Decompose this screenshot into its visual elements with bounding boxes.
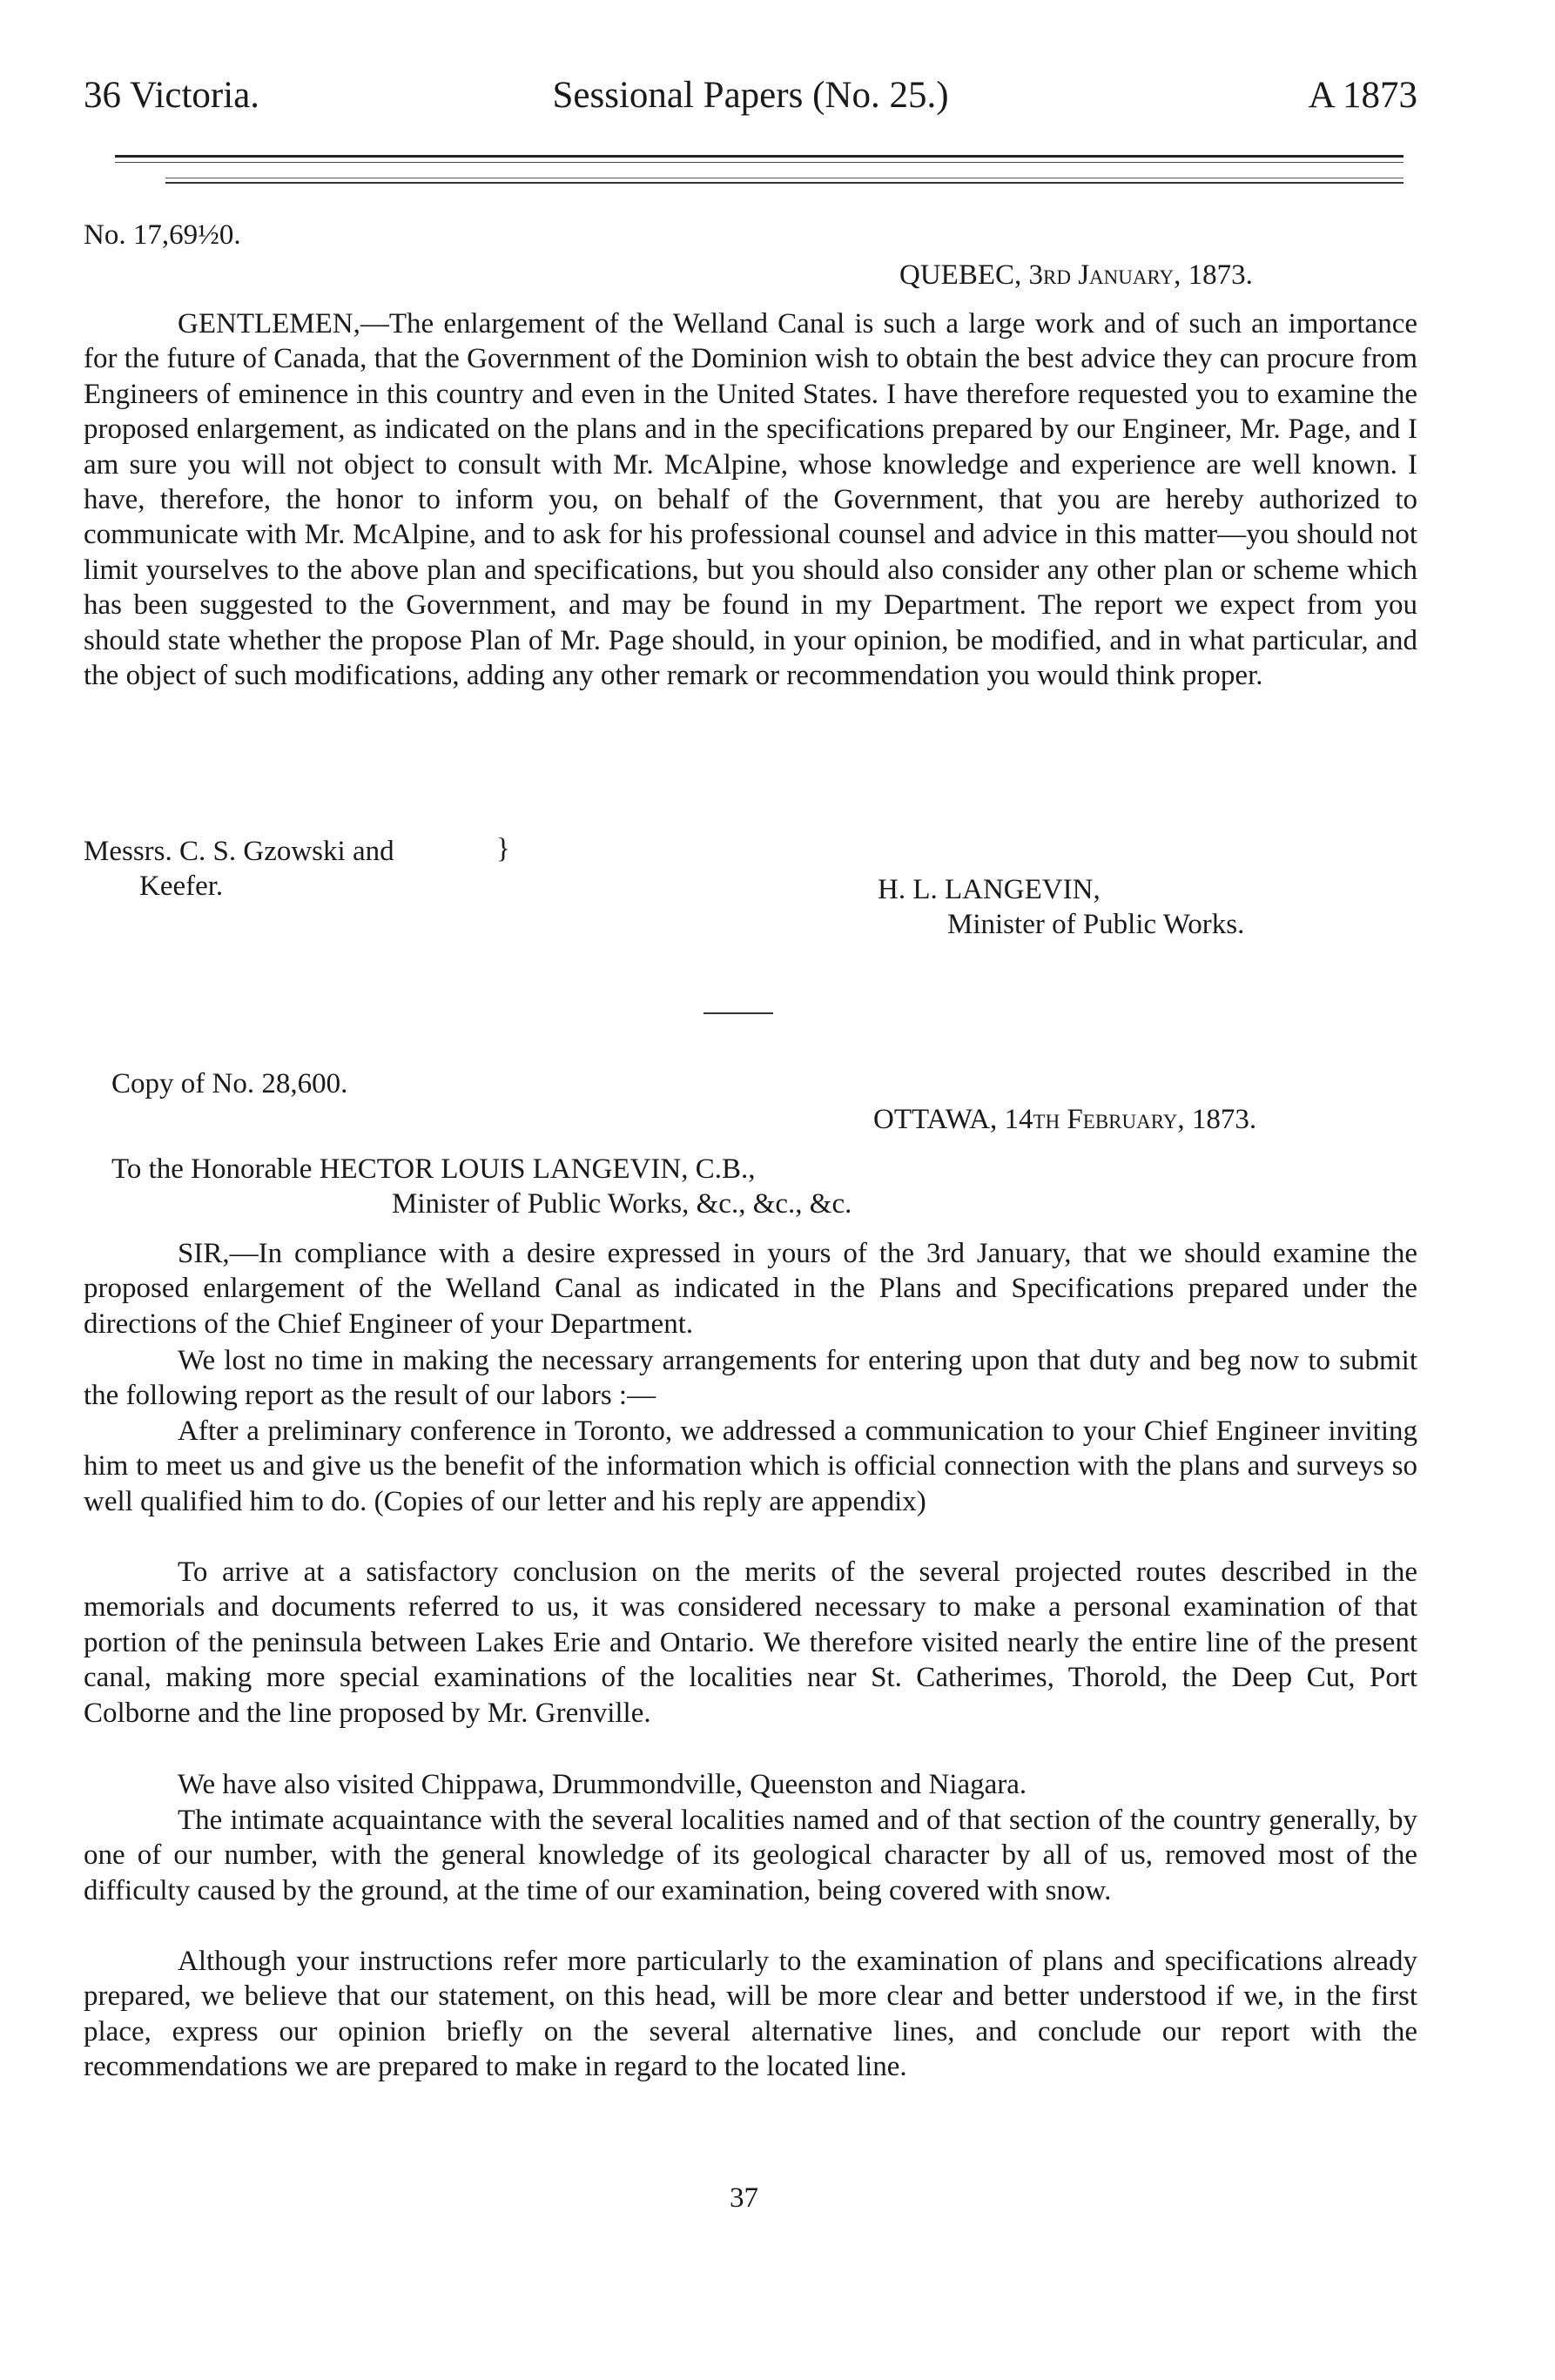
letter2-paragraph-2-text: We lost no time in making the necessary arrangements for entering upon that duty and beg now to submit the following report as the result of our labors :— [84,1345,1417,1412]
letter2-copy-number: Copy of No. 28,600. [111,1068,348,1099]
letter2-paragraph-6-text: The intimate acquaintance with the several localities named and of that section of the country generally, by one of our number, with the general knowledge of its geological character by all of us, removed most of the difficulty caused by the ground, at the time of our examination, being covered with snow. [84,1805,1417,1906]
letter2-to-line1: To the Honorable HECTOR LOUIS LANGEVIN, C.B., [111,1153,756,1185]
letter1-body-text: GENTLEMEN,—The enlargement of the Welland Canal is such a large work and of such an importance for the future of Canada, that the Government of the Dominion wish to obtain the best advice they can procure from Engineers of eminence in this country and even in the United States. I have therefore requested you to examine the proposed enlargement, as indicated on the plans and in the specifications prepared by our Engineer, Mr. Page, and I am sure you will not object to consult with Mr. McAlpine, whose knowledge and experience are well known. I have, therefore, the honor to inform you, on behalf of the Government, that you are hereby authorized to communicate with Mr. McAlpine, and to ask for his professional counsel and advice in this matter—you should not limit yourselves to the above plan and specifications, but you should also consider any other plan or scheme which has been suggested to the Government, and may be found in my Department. The report we expect from you should state whether the propose Plan of Mr. Page should, in your opinion, be modified, and in what particular, and the object of such modifications, adding any other remark or recommendation you would think proper. [84,308,1417,692]
header-rule-double-bottom [165,182,1404,184]
letter2-paragraph-3-text: After a preliminary conference in Toronto, we addressed a communication to your Chief Engineer inviting him to meet us and give us the benefit of the information which is official connection with the plans and surveys so well qualified him to do. (Copies of our letter and his reply are appendix) [84,1415,1417,1517]
header-session: 36 Victoria. [84,75,260,116]
letter2-paragraph-7 [84,1944,1417,2085]
letter2-place-date: OTTAWA, 14th February, 1873. [873,1104,1257,1135]
letter1-body [84,306,1417,693]
letter2-paragraph-4-text: To arrive at a satisfactory conclusion on the merits of the several projected routes described in the memorials and documents referred to us, it was considered necessary to make a personal examination of that portion of the peninsula between Lakes Erie and Ontario. We therefore visited nearly the entire line of the present canal, making more special examinations of the localities near St. Catherimes, Thorold, the Deep Cut, Port Colborne and the line proposed by Mr. Grenville. [84,1556,1417,1729]
letter2-paragraph-7-text: Although your instructions refer more particularly to the examination of plans and specifications already prepared, we believe that our statement, on this head, will be more clear and better understood if we, in the first place, express our opinion briefly on the several alternative lines, and conclude our report with the recommendations we are prepared to make in regard to the located line. [84,1946,1417,2083]
letter2-paragraph-1 [84,1236,1417,1341]
header-title: Sessional Papers (No. 25.) [552,75,949,116]
letter2-paragraph-1-text: SIR,—In compliance with a desire expressed in yours of the 3rd January, that we should examine the proposed enlargement of the Welland Canal as indicated in the Plans and Specifications prepared under the directions of the Chief Engineer of your Department. [84,1238,1417,1340]
header-rule-thick [115,155,1404,158]
page-number: 37 [730,2182,758,2214]
letter1-addressees-line2: Keefer. [139,871,224,902]
letter1-place-date: QUEBEC, 3rd January, 1873. [899,259,1253,291]
letter2-to-line2: Minister of Public Works, &c., &c., &c. [392,1188,852,1220]
letter2-paragraph-5-text: We have also visited Chippawa, Drummondville, Queenston and Niagara. [178,1769,1027,1800]
letter2-paragraph-6 [84,1803,1417,1908]
header-rule-thin [115,162,1404,163]
letter1-signer-title: Minister of Public Works. [947,909,1245,940]
letter1-signer-name: H. L. LANGEVIN, [878,874,1101,905]
letter2-paragraph-5 [84,1767,1417,1802]
letter2-paragraph-3 [84,1414,1417,1519]
letter2-paragraph-2 [84,1343,1417,1414]
letter1-number: No. 17,69½0. [84,219,241,251]
addressee-brace: } [496,833,510,864]
header-year: A 1873 [1308,75,1417,116]
letter1-addressees-line1: Messrs. C. S. Gzowski and [84,836,394,867]
section-divider [703,1012,773,1014]
letter2-paragraph-4 [84,1555,1417,1731]
page-header [84,71,1417,141]
